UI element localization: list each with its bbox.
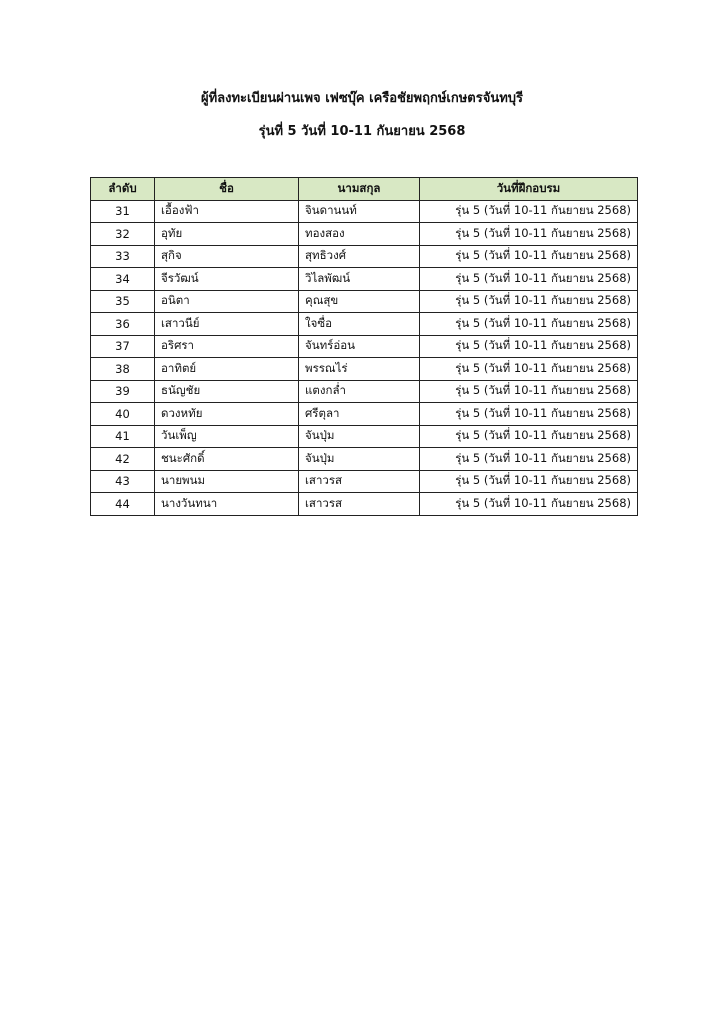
- cell-order: 33: [91, 245, 155, 268]
- cell-first-name: ดวงหทัย: [155, 403, 299, 426]
- cell-surname: จันทร์อ่อน: [299, 335, 420, 358]
- cell-training-date: รุ่น 5 (วันที่ 10-11 กันยายน 2568): [420, 268, 638, 291]
- table-body: [91, 200, 638, 515]
- cell-training-date: รุ่น 5 (วันที่ 10-11 กันยายน 2568): [420, 335, 638, 358]
- cell-training-date: รุ่น 5 (วันที่ 10-11 กันยายน 2568): [420, 313, 638, 336]
- cell-surname: พรรณไร่: [299, 358, 420, 381]
- cell-order: 39: [91, 380, 155, 403]
- cell-training-date: รุ่น 5 (วันที่ 10-11 กันยายน 2568): [420, 245, 638, 268]
- table-row: [91, 448, 638, 471]
- header-first-name: ชื่อ: [155, 178, 299, 201]
- document-title: ผู้ที่ลงทะเบียนผ่านเพจ เฟซบุ๊ค เครือชัยพฤกษ์เกษตรจันทบุรี: [200, 91, 524, 106]
- table-row: [91, 245, 638, 268]
- table-row: [91, 380, 638, 403]
- cell-first-name: เอื้องฟ้า: [155, 200, 299, 223]
- cell-order: 37: [91, 335, 155, 358]
- cell-surname: จันปุ่ม: [299, 425, 420, 448]
- cell-surname: ศรีตุลา: [299, 403, 420, 426]
- cell-order: 43: [91, 470, 155, 493]
- registration-table: [90, 177, 638, 516]
- cell-first-name: สุกิจ: [155, 245, 299, 268]
- table-row: [91, 493, 638, 516]
- cell-surname: จันปุ่ม: [299, 448, 420, 471]
- cell-order: 41: [91, 425, 155, 448]
- cell-surname: สุทธิวงศ์: [299, 245, 420, 268]
- cell-training-date: รุ่น 5 (วันที่ 10-11 กันยายน 2568): [420, 290, 638, 313]
- cell-order: 35: [91, 290, 155, 313]
- table-header: [91, 178, 638, 201]
- header-row: [91, 178, 638, 201]
- cell-training-date: รุ่น 5 (วันที่ 10-11 กันยายน 2568): [420, 223, 638, 246]
- cell-surname: เสาวรส: [299, 470, 420, 493]
- table-row: [91, 358, 638, 381]
- table-row: [91, 425, 638, 448]
- cell-first-name: อาทิตย์: [155, 358, 299, 381]
- table-row: [91, 335, 638, 358]
- cell-training-date: รุ่น 5 (วันที่ 10-11 กันยายน 2568): [420, 380, 638, 403]
- cell-training-date: รุ่น 5 (วันที่ 10-11 กันยายน 2568): [420, 425, 638, 448]
- cell-first-name: อุทัย: [155, 223, 299, 246]
- cell-order: 36: [91, 313, 155, 336]
- cell-order: 44: [91, 493, 155, 516]
- cell-first-name: นางวันทนา: [155, 493, 299, 516]
- cell-order: 34: [91, 268, 155, 291]
- cell-training-date: รุ่น 5 (วันที่ 10-11 กันยายน 2568): [420, 448, 638, 471]
- table-row: [91, 290, 638, 313]
- cell-first-name: นายพนม: [155, 470, 299, 493]
- cell-surname: จินดานนท์: [299, 200, 420, 223]
- cell-order: 38: [91, 358, 155, 381]
- table-row: [91, 313, 638, 336]
- cell-first-name: วันเพ็ญ: [155, 425, 299, 448]
- cell-surname: เสาวรส: [299, 493, 420, 516]
- cell-training-date: รุ่น 5 (วันที่ 10-11 กันยายน 2568): [420, 200, 638, 223]
- cell-first-name: ธนัญชัย: [155, 380, 299, 403]
- cell-first-name: อนิตา: [155, 290, 299, 313]
- header-surname: นามสกุล: [299, 178, 420, 201]
- header-training-date: วันที่ฝึกอบรม: [420, 178, 638, 201]
- header-order: ลำดับ: [91, 178, 155, 201]
- cell-surname: ทองสอง: [299, 223, 420, 246]
- cell-first-name: เสาวนีย์: [155, 313, 299, 336]
- cell-training-date: รุ่น 5 (วันที่ 10-11 กันยายน 2568): [420, 493, 638, 516]
- cell-order: 31: [91, 200, 155, 223]
- table-row: [91, 403, 638, 426]
- cell-first-name: อริศรา: [155, 335, 299, 358]
- cell-surname: วิไลพัฒน์: [299, 268, 420, 291]
- cell-order: 42: [91, 448, 155, 471]
- document-subtitle: รุ่นที่ 5 วันที่ 10-11 กันยายน 2568: [258, 124, 466, 139]
- cell-training-date: รุ่น 5 (วันที่ 10-11 กันยายน 2568): [420, 358, 638, 381]
- table-row: [91, 200, 638, 223]
- table-row: [91, 223, 638, 246]
- cell-first-name: ชนะศักดิ์: [155, 448, 299, 471]
- cell-first-name: จีรวัฒน์: [155, 268, 299, 291]
- cell-surname: คุณสุข: [299, 290, 420, 313]
- cell-surname: ใจซื่อ: [299, 313, 420, 336]
- cell-training-date: รุ่น 5 (วันที่ 10-11 กันยายน 2568): [420, 470, 638, 493]
- cell-training-date: รุ่น 5 (วันที่ 10-11 กันยายน 2568): [420, 403, 638, 426]
- cell-surname: แตงกล่ำ: [299, 380, 420, 403]
- cell-order: 40: [91, 403, 155, 426]
- cell-order: 32: [91, 223, 155, 246]
- table-row: [91, 470, 638, 493]
- table-row: [91, 268, 638, 291]
